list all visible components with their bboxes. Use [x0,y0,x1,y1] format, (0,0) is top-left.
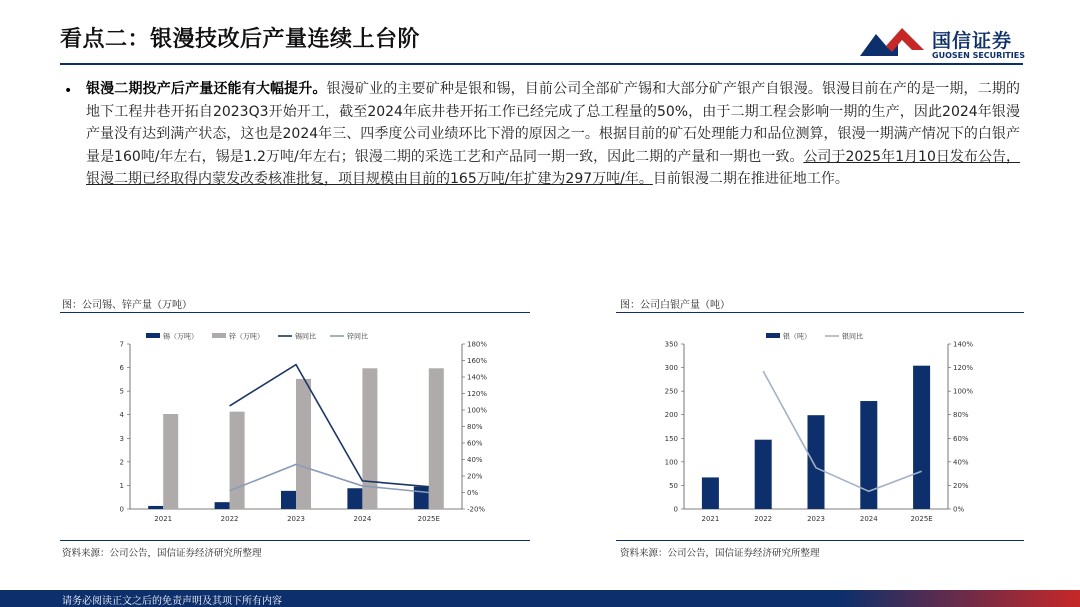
bar-a [215,502,230,509]
bar-b [163,414,178,509]
bar-b [429,368,444,509]
y-tick-label: 250 [664,387,678,396]
left-chart-title-rule [60,312,530,313]
y2-tick-label: 0% [953,505,965,514]
y-tick-label: 7 [119,340,124,349]
bar-a [414,487,429,509]
lead-sentence: 银漫二期投产后产量还能有大幅提升。 [86,81,327,97]
y2-tick-label: 140% [467,373,488,382]
legend-swatch [146,333,160,338]
x-tick-label: 2024 [353,515,372,523]
right-chart-title: 图：公司白银产量（吨） [620,300,730,311]
bar-a [347,488,362,509]
y-tick-label: 100 [664,458,678,467]
paragraph-text: 银漫矿业的主要矿种是银和锡，目前公司全部矿产锡和大部分矿产银产自银漫。银漫目前在产的是一期，二期的地下工程井巷开拓自2023Q3开始开工，截至2024年底井巷开拓工作已经完成了总工程量的50%，由于二期工程会影响一期的生产，因此2024年银漫产量没有达到满产状态，这也是2024年三、四季度公司业绩环比下滑的原因之一。根据目前的矿石处理能力和品位测算，银漫一期满产情况下的白银产量是160吨/年左右，锡是1.2万吨/年左右；银漫二期的采选工艺和产品同一期一致，因此二期的产量和一期也一致。 [86,81,1021,165]
brand-logo [858,22,1028,62]
guosen-logo-icon [858,26,926,60]
legend-label: 锌同比 [347,332,368,341]
legend-label: 锌（万吨） [229,332,264,341]
body-paragraph [86,78,1020,191]
y2-tick-label: 40% [467,456,483,464]
bar-a [755,440,772,509]
y2-tick-label: 160% [467,357,488,365]
y2-tick-label: 80% [467,423,483,431]
y2-tick-label: 120% [953,364,974,373]
legend-label: 锡（万吨） [163,332,198,341]
x-tick-label: 2023 [807,515,825,523]
legend-label: 银（吨） [783,332,811,341]
y2-tick-label: 40% [953,458,969,467]
y2-tick-label: 140% [953,340,974,349]
x-tick-label: 2022 [220,515,239,523]
bar-b [230,412,245,509]
legend-swatch [212,333,226,338]
x-tick-label: 2021 [154,515,173,523]
y-tick-label: 0 [673,505,678,514]
bar-a [281,491,296,509]
footer-bar [0,590,1080,607]
y-tick-label: 350 [664,340,678,349]
y-tick-label: 300 [664,364,678,373]
series-line-2 [230,464,429,492]
legend-swatch [766,333,780,338]
bar-a [913,366,930,509]
x-tick-label: 2021 [701,515,720,523]
y2-tick-label: -20% [467,505,486,514]
y2-tick-label: 100% [953,387,974,396]
logo-text-cn: 国信证券 [932,30,1013,52]
y2-tick-label: 120% [467,390,488,398]
y-tick-label: 1 [119,481,124,490]
bar-a [702,477,719,509]
y2-tick-label: 0% [467,489,479,497]
bar-a [860,401,877,509]
x-tick-label: 2024 [859,515,878,523]
bar-a [808,415,825,509]
bar-a [148,506,163,509]
y2-tick-label: 60% [953,434,969,443]
y2-tick-label: 180% [467,340,488,349]
left-chart-title: 图：公司锡、锌产量（万吨） [62,300,192,311]
y-tick-label: 200 [664,411,678,420]
bar-b [296,379,311,509]
footer-accent [840,590,1080,607]
y2-tick-label: 80% [953,411,969,420]
y2-tick-label: 20% [467,472,483,481]
footer-disclaimer: 请务必阅读正文之后的免责声明及其项下所有内容 [62,596,282,607]
left-chart-source: 资料来源：公司公告，国信证券经济研究所整理 [62,548,262,559]
x-tick-label: 2023 [287,515,305,523]
series-line-1 [763,371,921,491]
page-title: 看点二：银漫技改后产量连续上台阶 [60,27,421,52]
x-tick-label: 2022 [754,515,773,523]
x-tick-label: 2025E [910,515,933,523]
x-tick-label: 2025E [417,515,440,523]
series-line-1 [230,365,429,487]
y2-tick-label: 60% [467,439,483,448]
y-tick-label: 3 [119,434,124,443]
tin-zinc-output-chart [60,318,530,523]
paragraph-text-end: 目前银漫二期在推进征地工作。 [652,171,849,187]
left-source-rule [60,540,530,541]
right-chart-source: 资料来源：公司公告，国信证券经济研究所整理 [620,548,820,559]
right-source-rule [616,540,1024,541]
silver-output-chart [616,318,1024,523]
right-chart-title-rule [616,312,1024,313]
y-tick-label: 50 [669,481,678,490]
bullet-marker: • [64,83,73,99]
y-tick-label: 0 [119,505,124,514]
underlined-sentence: 公司于2025年1月10日发布公告，银漫二期已经取得内蒙发改委核准批复，项目规模由目前的165万吨/年扩建为297万吨/年。 [86,148,1020,187]
y-tick-label: 5 [119,387,124,396]
y2-tick-label: 20% [953,481,969,490]
logo-text-en: GUOSEN SECURITIES [932,51,1025,60]
y-tick-label: 4 [119,411,124,420]
legend-label: 锡同比 [295,332,316,341]
y-tick-label: 150 [664,434,678,443]
y-tick-label: 2 [119,458,124,467]
y-tick-label: 6 [119,364,124,373]
legend-label: 银同比 [842,332,863,341]
title-divider [60,63,1023,65]
y2-tick-label: 100% [467,406,488,415]
